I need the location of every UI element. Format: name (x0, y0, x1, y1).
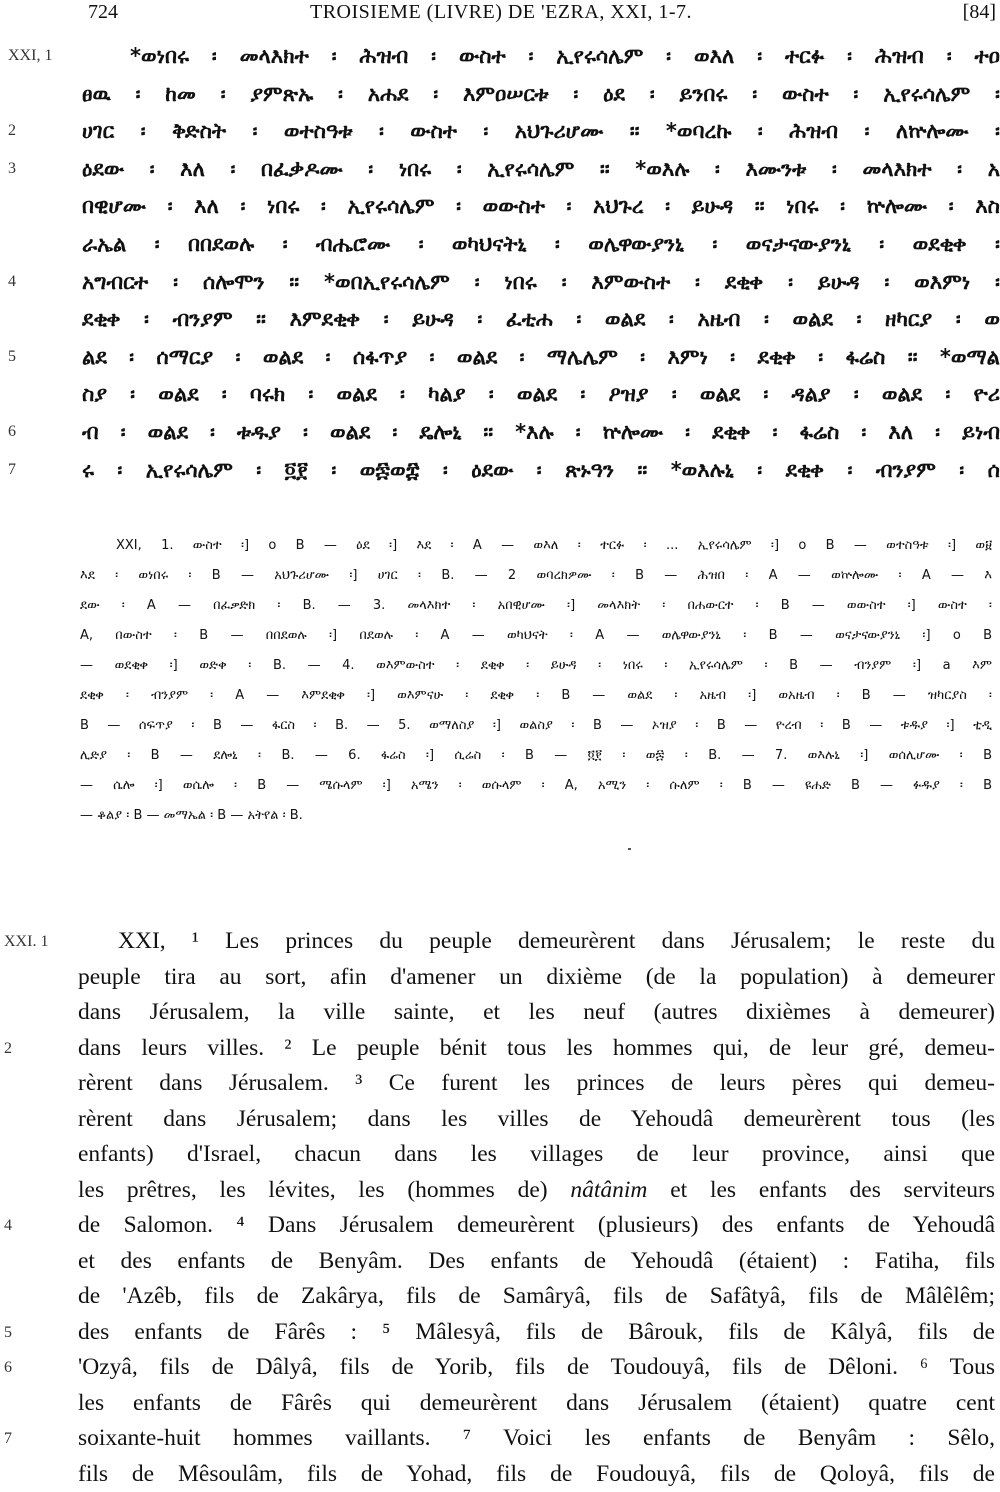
text-run: les prêtres, les lévites, les (hommes de) (78, 1177, 570, 1203)
notes-line: ሊድያ ፡ B — ደሎኒ ፡ B. — 6. ፋሬስ ፡] ሲሬስ ፡ B — ፬፻ ፡ ወ፷ ፡ B. — 7. ወእሉኒ ፡] ወሰሊሆሙ ፡ B (80, 741, 992, 771)
french-line: des enfants de Fârês : ⁵ Mâlesyâ, fils de Bârouk, fils de Kâlyâ, fils de (78, 1315, 995, 1351)
ethiopic-line: ደቂቀ ፡ ብንያም ። እምደቂቀ ፡ ይሁዳ ፡ ፈቲሐ ፡ ወልደ ፡ አዜብ ፡ ወልደ ፡ ዘካርያ ፡ ወ (82, 301, 1000, 339)
french-line: fils de Mêsoulâm, fils de Yohad, fils de Foudouyâ, fils de Qoloyâ, fils de (78, 1457, 995, 1492)
french-line: les enfants de Fârês qui demeurèrent dans Jérusalem (étaient) quatre cent (78, 1386, 995, 1422)
page-number: 724 (88, 1, 118, 24)
french-line (78, 1173, 995, 1209)
notes-line: — ሴሎ ፡] ወሴሎ ፡ B — ሜሱላም ፡] አሜን ፡ ወሱላም ፡ A, አሚን ፡ ሱለም ፡ B — ዩሐድ B — ፉዱያ ፡ B (80, 771, 992, 801)
verse-number: 2 (4, 1040, 12, 1058)
ethiopic-line: ፀዉ ፡ ከመ ፡ ያምጽኡ ፡ አሐደ ፡ እምዐሠርቱ ፡ ዕደ ፡ ይንበሩ ፡ ውስተ ፡ ኢየሩሳሌም ፡ (82, 76, 1000, 114)
ethiopic-line: ስያ ፡ ወልደ ፡ ባሩክ ፡ ወልደ ፡ ካልያ ፡ ወልደ ፡ ዖዝያ ፡ ወልደ ፡ ዳልያ ፡ ወልደ ፡ ዮሪ (82, 376, 1000, 414)
notes-line: B — ሰፍጥያ ፡ B — ፋርስ ፡ B. — 5. ወማለስያ ፡] ወልስያ ፡ B — ኦዝያ ፡ B — ዮረብ ፡ B — ቱዱያ ፡] ቲዲ (80, 711, 992, 741)
french-line: dans leurs villes. ² Le peuple bénit tous les hommes qui, de leur gré, demeu- (78, 1031, 995, 1067)
verse-number: 2 (8, 122, 16, 140)
ethiopic-line: ሩ ፡ ኢየሩሳሌም ፡ ፬፻ ፡ ወ፷ወ፰ ፡ ዕደው ፡ ጽኑዓን ። *ወእሉኒ ፡ ደቂቀ ፡ ብንያም ፡ ሰ (82, 452, 1000, 490)
verse-number: XXI, 1 (8, 47, 52, 65)
verse-number: 7 (4, 1430, 12, 1448)
french-line: XXI, ¹ Les princes du peuple demeurèrent dans Jérusalem; le reste du (78, 924, 995, 960)
ethiopic-line: በዊሆሙ ፡ እለ ፡ ነበሩ ፡ ኢየሩሳሌም ፡ ወውስተ ፡ አህጉረ ፡ ይሁዳ ። ነበሩ ፡ ኵሎሙ ፡ እስ (82, 188, 1000, 226)
verse-number: 4 (8, 273, 16, 291)
notes-line: ደቂቀ ፡ ብንያም ፡ A — እምደቂቀ ፡] ወእምናሁ ፡ ደቂቀ ፡ B — ወልደ ፡ አዜብ ፡] ወአዜብ ፡ B — ዝካርያስ ፡ (80, 681, 992, 711)
verse-number: 5 (8, 348, 16, 366)
verse-number: 4 (4, 1217, 12, 1235)
french-line: de 'Azêb, fils de Zakârya, fils de Samâryâ, fils de Safâtyâ, fils de Mâlêlêm; (78, 1279, 995, 1315)
french-line: rèrent dans Jérusalem. ³ Ce furent les princes de leurs pères qui demeu- (78, 1066, 995, 1102)
verse-number: 5 (4, 1324, 12, 1342)
french-line: enfants) d'Israel, chacun dans les villages de leur province, ainsi que (78, 1137, 995, 1173)
french-line: de Salomon. ⁴ Dans Jérusalem demeurèrent (plusieurs) des enfants de Yehoudâ (78, 1208, 995, 1244)
french-line: et des enfants de Benyâm. Des enfants de Yehoudâ (étaient) : Fatiha, fils (78, 1244, 995, 1280)
ethiopic-line: አግብርተ ፡ ሰሎሞን ። *ወበኢየሩሳሌም ፡ ነበሩ ፡ እምውስተ ፡ ደቂቀ ፡ ይሁዳ ፡ ወእምነ ፡ (82, 264, 1000, 302)
notes-line: እደ ፡ ወነበሩ ፡ B — አህጉሪሆሙ ፡] ሀገር ፡ B. — 2 ወባረክዎሙ ፡ B — ሕዝበ ፡ A — ወኵሎሙ ፡ A — እ (80, 561, 992, 591)
ethiopic-line: ብ ፡ ወልደ ፡ ቱዱያ ፡ ወልደ ፡ ዴሎኒ ። *እሉ ፡ ኵሎሙ ፡ ደቂቀ ፡ ፋሬስ ፡ እለ ፡ ይነብ (82, 414, 1000, 452)
ethiopic-text-block (82, 38, 1000, 489)
ethiopic-line: ልደ ፡ ሰማርያ ፡ ወልደ ፡ ሰፋጥያ ፡ ወልደ ፡ ማሌሌም ፡ እምነ ፡ ደቂቀ ፡ ፋሬስ ። *ወማል (82, 339, 1000, 377)
verse-number: XXI. 1 (4, 933, 48, 951)
critical-apparatus (80, 531, 992, 831)
notes-line: ደው ፡ A — በፈቃድክ ፡ B. — 3. መላእክተ ፡ አበዊሆሙ ፡] መላእክት ፡ በሐውርተ ፡ B — ወውስተ ፡] ውስተ ፡ (80, 591, 992, 621)
running-title: TROISIEME (LIVRE) DE 'EZRA, XXI, 1-7. (310, 1, 692, 24)
notes-line: A, በውስተ ፡ B — በበደወሉ ፡] በደወሉ ፡ A — ወካህናት ፡ A — ወሌዋውያንኒ ፡ B — ወናታናውያንኒ ፡] o B (80, 621, 992, 651)
ethiopic-line: *ወነበሩ ፡ መላእክተ ፡ ሕዝብ ፡ ውስተ ፡ ኢየሩሳሌም ፡ ወእለ ፡ ተርፉ ፡ ሕዝብ ፡ ተዐ (82, 38, 1000, 76)
french-line: dans Jérusalem, la ville sainte, et les neuf (autres dixièmes à demeurer) (78, 995, 995, 1031)
text-run: et les enfants des serviteurs (647, 1177, 995, 1203)
verse-number: 6 (4, 1359, 12, 1377)
verse-number: 3 (8, 160, 16, 178)
notes-line: — ቆልያ ፡ B — መማኤል ፡ B — አትየል ፡ B. (80, 801, 992, 831)
french-translation-block (78, 924, 995, 1492)
french-line: rèrent dans Jérusalem; dans les villes de Yehoudâ demeurèrent tous (les (78, 1102, 995, 1138)
running-header (0, 0, 1000, 30)
italic-term: nâtânim (570, 1177, 647, 1203)
ethiopic-line: ራኤል ፡ በበደወሉ ፡ ብሔሮሙ ፡ ወካህናትኒ ፡ ወሌዋውያንኒ ፡ ወናታናውያንኒ ፡ ወደቂቀ ፡ (82, 226, 1000, 264)
ethiopic-line: ዕደው ፡ እለ ፡ በፈቃዶሙ ፡ ነበሩ ፡ ኢየሩሳሌም ። *ወእሉ ፡ እሙንቱ ፡ መላእክተ ፡ አ (82, 151, 1000, 189)
stray-mark (628, 848, 631, 850)
verse-number: 7 (8, 461, 16, 479)
french-line: 'Ozyâ, fils de Dâlyâ, fils de Yorib, fils de Toudouyâ, fils de Dêloni. ⁶ Tous (78, 1350, 995, 1386)
notes-line: XXI, 1. ውስተ ፡] o B — ዕደ ፡] እደ ፡ A — ወእለ ፡ ተርፉ ፡ ... ኢየሩሳሌም ፡] o B — ወተስዓቱ ፡] ወ፱ (80, 531, 992, 561)
notes-line: — ወደቂቀ ፡] ወድቀ ፡ B. — 4. ወእምውስተ ፡ ደቂቀ ፡ ይሁዳ ፡ ነበሩ ፡ ኢየሩሳሌም ፡ B — ብንያም ፡] a እም (80, 651, 992, 681)
signature-mark: [84] (963, 1, 996, 24)
ethiopic-line: ሀገር ፡ ቅድስት ፡ ወተስዓቱ ፡ ውስተ ፡ አህጉሪሆሙ ። *ወባረኩ ፡ ሕዝብ ፡ ለኵሎሙ ፡ (82, 113, 1000, 151)
verse-number: 6 (8, 423, 16, 441)
french-line: soixante-huit hommes vaillants. ⁷ Voici les enfants de Benyâm : Sêlo, (78, 1421, 995, 1457)
french-line: peuple tira au sort, afin d'amener un dixième (de la population) à demeurer (78, 960, 995, 996)
